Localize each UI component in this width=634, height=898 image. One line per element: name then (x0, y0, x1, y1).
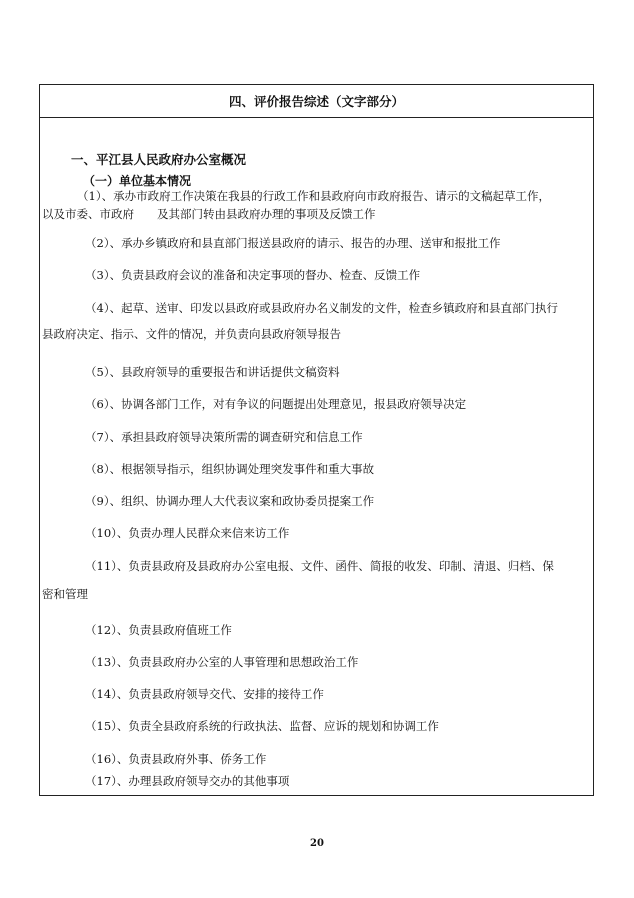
list-item (40, 428, 593, 446)
list-item (40, 363, 593, 381)
list-item (40, 557, 593, 603)
list-item-text: （3）、负责县政府会议的准备和决定事项的督办、检查、反馈工作 (85, 268, 421, 282)
list-item-continuation: 以及市委、市政府 及其部门转由县政府办理的事项及反馈工作 (42, 207, 376, 221)
list-item (40, 266, 593, 284)
list-item (40, 187, 593, 223)
list-item (40, 685, 593, 703)
list-item-continuation: 县政府决定、指示、文件的情况，并负责向县政府领导报告 (42, 327, 341, 341)
list-item-text: （15）、负责全县政府系统的行政执法、监督、应诉的规划和协调工作 (85, 719, 439, 733)
list-item-text: （13）、负责县政府办公室的人事管理和思想政治工作 (85, 655, 359, 669)
list-item-text: （6）、协调各部门工作，对有争议的问题提出处理意见，报县政府领导决定 (85, 397, 467, 411)
page-number: 20 (310, 838, 324, 849)
report-table (39, 84, 594, 796)
list-item (40, 234, 593, 252)
list-item-text: （14）、负责县政府领导交代、安排的接待工作 (85, 687, 324, 701)
list-item-text: （8）、根据领导指示，组织协调处理突发事件和重大事故 (85, 462, 375, 476)
list-item-text: （16）、负责县政府外事、侨务工作 (85, 752, 267, 766)
list-item-continuation: 密和管理 (42, 587, 88, 601)
list-item (40, 395, 593, 413)
list-item (40, 750, 593, 768)
list-item-text: （11）、负责县政府及县政府办公室电报、文件、函件、简报的收发、印制、清退、归档、保 (85, 559, 554, 573)
list-item (40, 492, 593, 510)
list-item (40, 772, 593, 790)
list-item (40, 524, 593, 542)
list-item (40, 717, 593, 735)
list-item (40, 653, 593, 671)
list-item-text: （10）、负责办理人民群众来信来访工作 (85, 526, 290, 540)
list-item-text: （9）、组织、协调办理人大代表议案和政协委员提案工作 (85, 494, 375, 508)
list-item-text: （1）、承办市政府工作决策在我县的行政工作和县政府向市政府报告、请示的文稿起草工作， (77, 189, 551, 203)
list-item-text: （17）、办理县政府领导交办的其他事项 (85, 774, 290, 788)
list-item-text: （7）、承担县政府领导决策所需的调查研究和信息工作 (85, 430, 363, 444)
list-item-text: （5）、县政府领导的重要报告和讲话提供文稿资料 (85, 365, 340, 379)
list-item (40, 621, 593, 639)
list-item (40, 460, 593, 478)
list-item-text: （4）、起草、送审、印发以县政府或县政府办名义制发的文件，检查乡镇政府和县直部门执行 (85, 301, 559, 315)
list-item (40, 299, 593, 343)
list-item-text: （2）、承办乡镇政府和县直部门报送县政府的请示、报告的办理、送审和报批工作 (85, 236, 501, 250)
table-title: 四、评价报告综述（文字部分） (40, 85, 593, 118)
list-item-text: （12）、负责县政府值班工作 (85, 623, 232, 637)
section-title: 一、平江县人民政府办公室概况 (71, 152, 247, 167)
subsection-title: （一）单位基本情况 (83, 174, 192, 188)
